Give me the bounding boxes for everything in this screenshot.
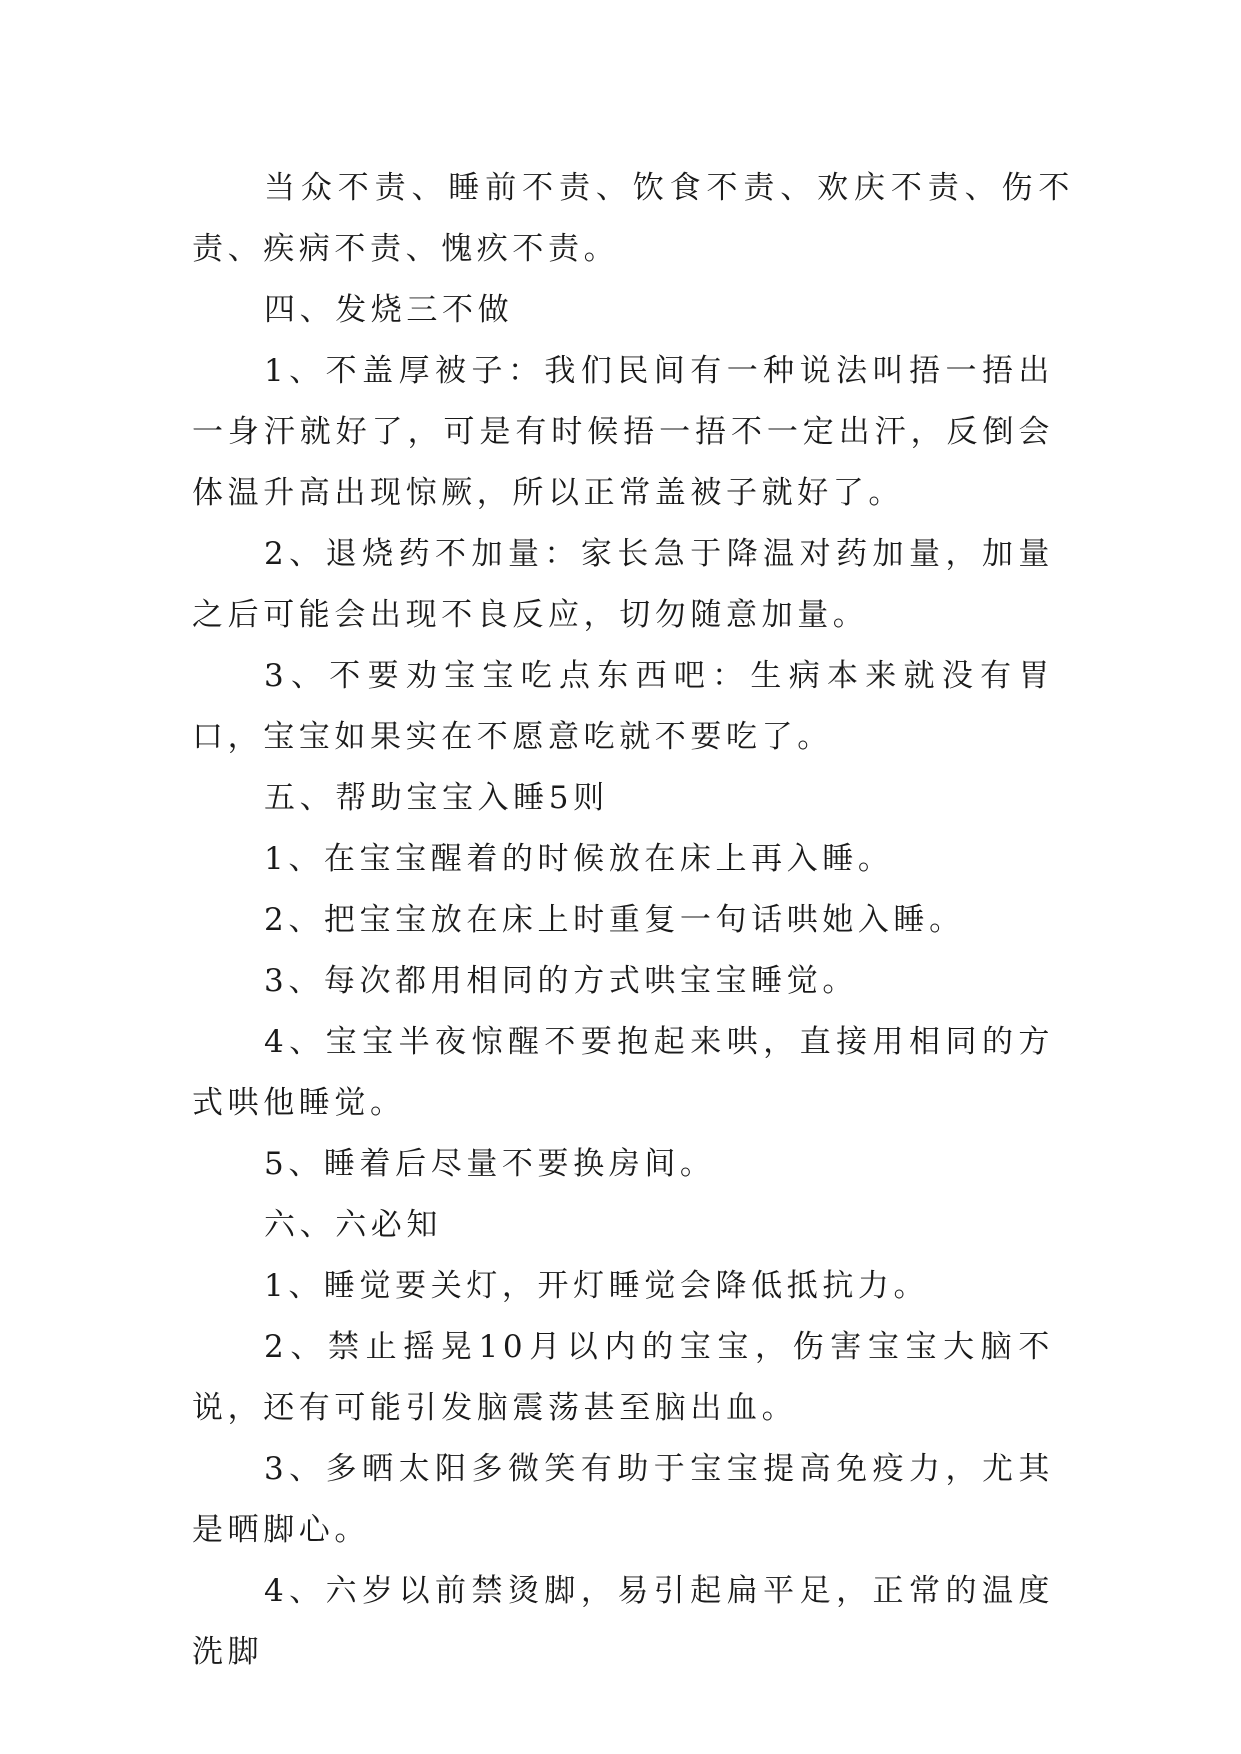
paragraph-fever-1: 1、不盖厚被子：我们民间有一种说法叫捂一捂出一身汗就好了，可是有时候捂一捂不一定出汗，反倒会体温升高出现惊厥，所以正常盖被子就好了。 xyxy=(192,353,1054,511)
paragraph-sleep-2: 2、把宝宝放在床上时重复一句话哄她入睡。 xyxy=(264,902,965,938)
paragraph-six-musts-3: 3、多晒太阳多微笑有助于宝宝提高免疫力，尤其是晒脚心。 xyxy=(192,1451,1054,1548)
paragraph-sleep-5: 5、睡着后尽量不要换房间。 xyxy=(264,1146,716,1182)
document-body xyxy=(192,158,1074,1683)
section-heading-six-musts: 六、六必知 xyxy=(264,1207,442,1243)
section-heading-fever: 四、发烧三不做 xyxy=(264,292,514,328)
paragraph-fever-2: 2、退烧药不加量：家长急于降温对药加量，加量之后可能会出现不良反应，切勿随意加量。 xyxy=(192,536,1054,633)
section-heading-sleep: 五、帮助宝宝入睡5则 xyxy=(264,780,609,816)
paragraph-six-musts-1: 1、睡觉要关灯，开灯睡觉会降低抵抗力。 xyxy=(264,1268,930,1304)
paragraph-six-musts-2: 2、禁止摇晃10月以内的宝宝，伤害宝宝大脑不说，还有可能引发脑震荡甚至脑出血。 xyxy=(192,1329,1054,1426)
paragraph-sleep-4: 4、宝宝半夜惊醒不要抱起来哄，直接用相同的方式哄他睡觉。 xyxy=(192,1024,1054,1121)
paragraph-sleep-1: 1、在宝宝醒着的时候放在床上再入睡。 xyxy=(264,841,894,877)
paragraph-sleep-3: 3、每次都用相同的方式哄宝宝睡觉。 xyxy=(264,963,858,999)
paragraph-six-musts-4: 4、六岁以前禁烫脚，易引起扁平足，正常的温度洗脚 xyxy=(192,1573,1054,1670)
paragraph-fever-3: 3、不要劝宝宝吃点东西吧：生病本来就没有胃口，宝宝如果实在不愿意吃就不要吃了。 xyxy=(192,658,1054,755)
paragraph-scolding-rules: 当众不责、睡前不责、饮食不责、欢庆不责、伤不责、疾病不责、愧疚不责。 xyxy=(192,170,1074,267)
